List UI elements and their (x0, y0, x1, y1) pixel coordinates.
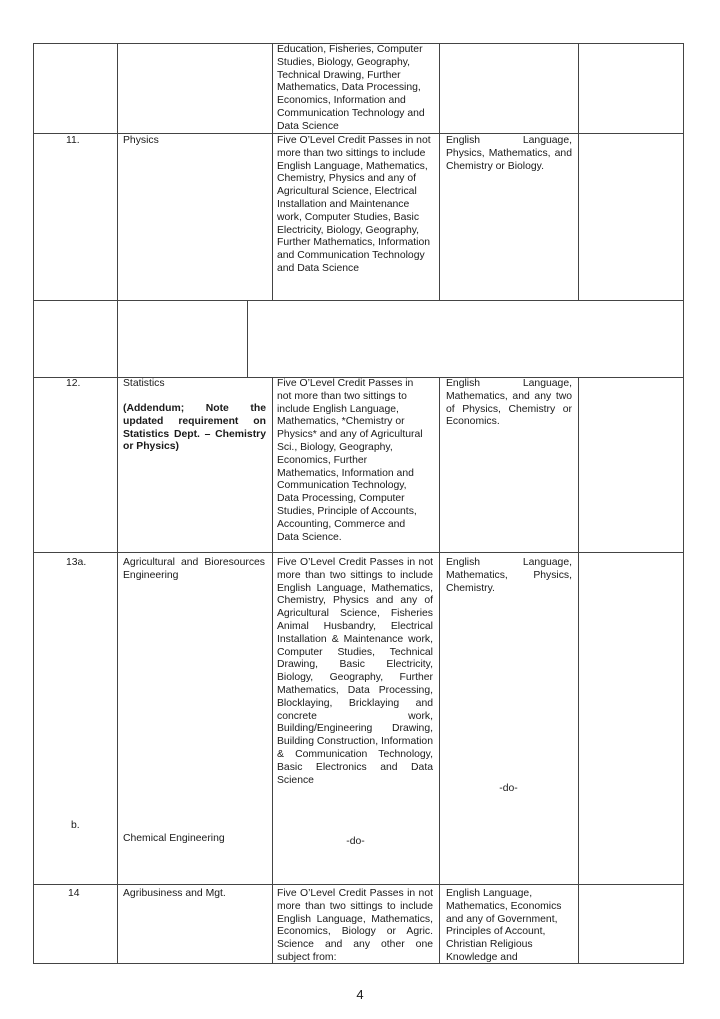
row-14-olevel-requirements: Five O’Level Credit Passes in not more than two sittings to include English Language, Mathematics, Economics, Biology or Agric. Science and any other one subject from: (277, 888, 433, 963)
row-13a-sn: 13a. (66, 557, 87, 568)
row-11-utme-requirements: English Language, Physics, Mathematics, and Chemistry or Biology. (446, 135, 572, 172)
row-13b-olevel-requirements: -do- (346, 836, 365, 847)
row-13b-sn: b. (71, 820, 80, 831)
row-12-sn: 12. (66, 378, 81, 389)
cont-olevel-requirements: Education, Fisheries, Computer Studies, Biology, Geography, Technical Drawing, Further Mathematics, Data Processing, Economics, Information and Communication Technology and Data Science (277, 44, 425, 132)
row-12-utme-requirements: English Language, Mathematics, and any two of Physics, Chemistry or Economics. (446, 378, 572, 428)
row-13b-utme-requirements: -do- (499, 783, 518, 794)
row-13a-course: Agricultural and Bioresources Engineering (123, 557, 265, 581)
row-11-course: Physics (123, 135, 159, 146)
row-14-utme-requirements: English Language, Mathematics, Economics and any of Government, Principles of Account, Christian Religious Knowledge and (446, 888, 562, 963)
row-12-olevel-requirements: Five O’Level Credit Passes in not more than two sittings to include English Language, Mathematics, *Chemistry or Physics* and any of Agricultural Sci., Biology, Geography, Economics, Further Mathematics, Information and Communication Technology, Data Processing, Computer Studies, Principle of Accounts, Accounting, Commerce and Data Science. (277, 378, 423, 543)
row-13a-utme-requirements: English Language, Mathematics, Physics, Chemistry. (446, 557, 572, 594)
row-13b-course: Chemical Engineering (123, 833, 225, 844)
row-14-course: Agribusiness and Mgt. (123, 888, 226, 899)
row-11-sn: 11. (66, 135, 80, 146)
page-number: 4 (356, 987, 364, 1002)
row-11-olevel-requirements: Five O’Level Credit Passes in not more than two sittings to include English Language, Mathematics, Chemistry, Physics and any of Agricultural Science, Electrical Installation and Maintenance work, Computer Studies, Basic Electricity, Biology, Geography, Further Mathematics, Information and Communication Technology and Data Science (277, 135, 431, 274)
row-13a-olevel-requirements: Five O’Level Credit Passes in not more than two sittings to include English Language, Mathematics, Chemistry, Physics and any of Agricultural Science, Fisheries Animal Husbandry, Electrical Installation & Maintenance work, Computer Studies, Technical Drawing, Basic Electricity, Biology, Geography, Further Mathematics, Data Processing, Blocklaying, Bricklaying and concrete work, Building/Engineering Drawing, Building Construction, Information & Communication Technology, Basic Electronics and Data Science (277, 557, 433, 786)
row-12-addendum-note: (Addendum; Note the updated requirement on Statistics Dept. – Chemistry or Physics) (123, 403, 266, 453)
row-12-course: Statistics (123, 378, 165, 389)
row-14-sn: 14 (68, 888, 80, 899)
